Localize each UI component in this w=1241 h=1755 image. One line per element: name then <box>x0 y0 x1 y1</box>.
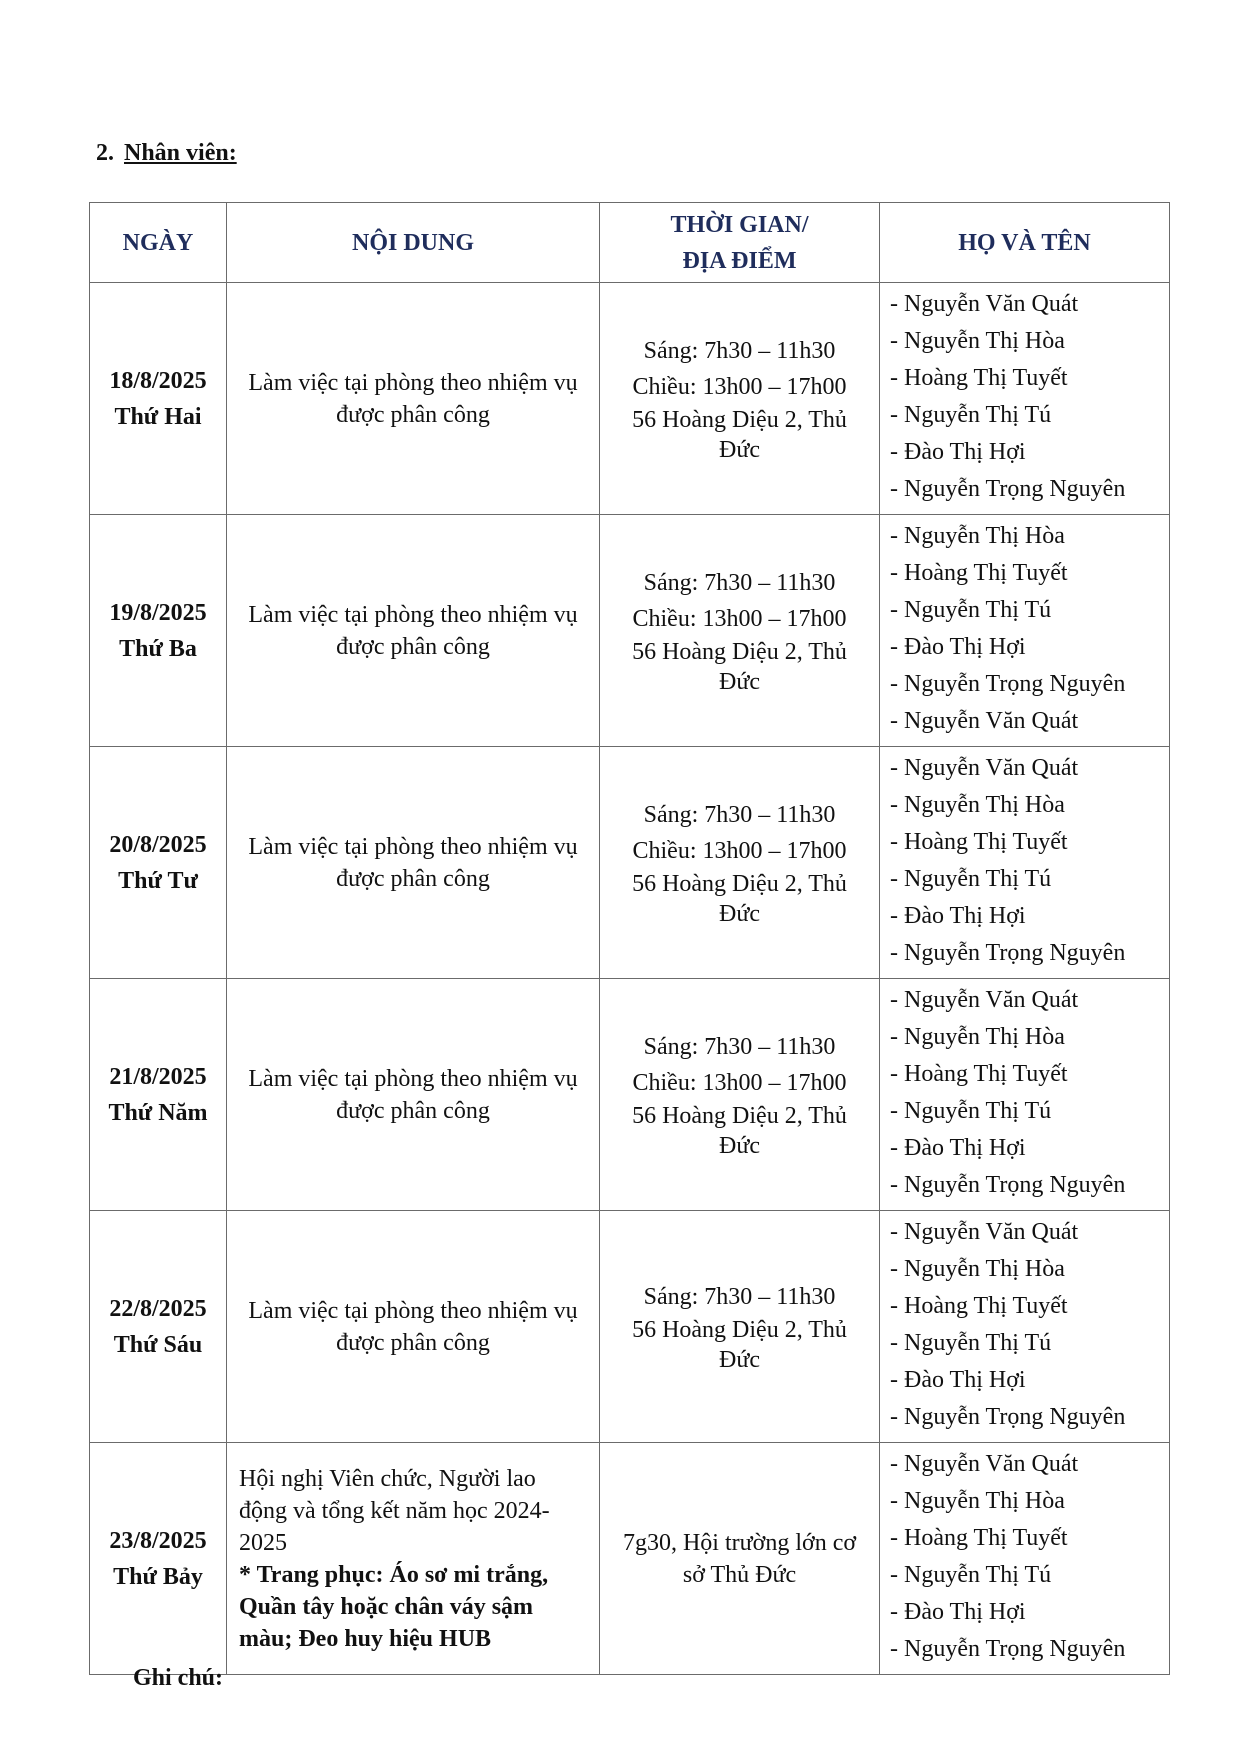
weekday: Thứ Hai <box>114 403 202 430</box>
morning-time: Sáng: 7h30 – 11h30 <box>643 1033 836 1060</box>
table-row <box>90 283 1170 515</box>
person-name: - Nguyễn Văn Quát <box>890 1451 1079 1477</box>
person-name: - Nguyễn Thị Tú <box>890 597 1052 623</box>
content-cell: Làm việc tại phòng theo nhiệm vụ được phân công <box>227 515 600 747</box>
morning-time: Sáng: 7h30 – 11h30 <box>643 569 836 596</box>
person-name: - Nguyễn Văn Quát <box>890 291 1079 317</box>
person-name: - Nguyễn Văn Quát <box>890 755 1079 781</box>
person-name: - Nguyễn Văn Quát <box>890 708 1079 734</box>
names-cell <box>880 1211 1170 1443</box>
person-name: - Hoàng Thị Tuyết <box>890 829 1068 855</box>
person-name: - Nguyễn Thị Tú <box>890 1098 1052 1124</box>
names-cell <box>880 1443 1170 1675</box>
morning-time: Sáng: 7h30 – 11h30 <box>643 337 836 364</box>
person-name: - Nguyễn Trọng Nguyên <box>890 940 1126 966</box>
person-name: - Nguyễn Thị Tú <box>890 1562 1052 1588</box>
person-name: - Hoàng Thị Tuyết <box>890 1293 1068 1319</box>
date: 19/8/2025 <box>109 599 207 626</box>
person-name: - Nguyễn Thị Hòa <box>890 792 1065 818</box>
header-place: ĐỊA ĐIỂM <box>682 247 797 274</box>
schedule-table <box>89 202 1170 1675</box>
note-label: Ghi chú: <box>133 1665 224 1691</box>
date-cell <box>90 979 227 1211</box>
header-time: THỜI GIAN/ <box>670 211 809 238</box>
date: 22/8/2025 <box>109 1295 207 1322</box>
date: 23/8/2025 <box>109 1527 207 1554</box>
person-name: - Đào Thị Hợi <box>890 1599 1026 1625</box>
time-place-cell <box>600 1211 880 1443</box>
table-row <box>90 1443 1170 1675</box>
content-cell <box>227 1443 600 1675</box>
time-place-cell <box>600 515 880 747</box>
person-name: - Hoàng Thị Tuyết <box>890 1525 1068 1551</box>
date-cell <box>90 515 227 747</box>
person-name: - Nguyễn Thị Tú <box>890 1330 1052 1356</box>
person-name: - Nguyễn Trọng Nguyên <box>890 671 1126 697</box>
date-cell <box>90 283 227 515</box>
weekday: Thứ Tư <box>118 867 198 894</box>
afternoon-time: Chiều: 13h00 – 17h00 <box>632 605 847 632</box>
place: 56 Hoàng Diệu 2, Thủ Đức <box>632 406 847 463</box>
time-place-cell <box>600 283 880 515</box>
date: 20/8/2025 <box>109 831 207 858</box>
date: 21/8/2025 <box>109 1063 207 1090</box>
names-cell <box>880 515 1170 747</box>
person-name: - Nguyễn Văn Quát <box>890 1219 1079 1245</box>
morning-time: Sáng: 7h30 – 11h30 <box>643 801 836 828</box>
person-name: - Hoàng Thị Tuyết <box>890 1061 1068 1087</box>
time-place: 7g30, Hội trường lớn cơ sở Thủ Đức <box>622 1529 857 1588</box>
place: 56 Hoàng Diệu 2, Thủ Đức <box>632 870 847 927</box>
table-row <box>90 747 1170 979</box>
content-cell: Làm việc tại phòng theo nhiệm vụ được phân công <box>227 1211 600 1443</box>
section-heading <box>96 140 237 167</box>
person-name: - Hoàng Thị Tuyết <box>890 560 1068 586</box>
header-time-place <box>600 203 880 283</box>
person-name: - Đào Thị Hợi <box>890 439 1026 465</box>
weekday: Thứ Ba <box>119 635 197 662</box>
table-row <box>90 1211 1170 1443</box>
person-name: - Nguyễn Trọng Nguyên <box>890 1636 1126 1662</box>
person-name: - Nguyễn Thị Hòa <box>890 1256 1065 1282</box>
afternoon-time: Chiều: 13h00 – 17h00 <box>632 1069 847 1096</box>
person-name: - Nguyễn Trọng Nguyên <box>890 1404 1126 1430</box>
dress-code: * Trang phục: Áo sơ mi trắng, Quần tây hoặc chân váy sậm màu; Đeo huy hiệu HUB <box>239 1561 549 1652</box>
date-cell <box>90 1211 227 1443</box>
content-cell: Làm việc tại phòng theo nhiệm vụ được phân công <box>227 979 600 1211</box>
person-name: - Nguyễn Thị Tú <box>890 402 1052 428</box>
names-cell <box>880 979 1170 1211</box>
person-name: - Nguyễn Thị Hòa <box>890 1488 1065 1514</box>
content-cell: Làm việc tại phòng theo nhiệm vụ được phân công <box>227 747 600 979</box>
weekday: Thứ Sáu <box>113 1331 203 1358</box>
header-content: NỘI DUNG <box>227 203 600 283</box>
person-name: - Đào Thị Hợi <box>890 1367 1026 1393</box>
person-name: - Đào Thị Hợi <box>890 634 1026 660</box>
time-place-cell <box>600 747 880 979</box>
person-name: - Đào Thị Hợi <box>890 1135 1026 1161</box>
names-cell <box>880 283 1170 515</box>
section-number: 2. <box>96 140 114 166</box>
person-name: - Nguyễn Thị Hòa <box>890 523 1065 549</box>
afternoon-time: Chiều: 13h00 – 17h00 <box>632 373 847 400</box>
person-name: - Nguyễn Trọng Nguyên <box>890 1172 1126 1198</box>
header-date: NGÀY <box>90 203 227 283</box>
names-cell <box>880 747 1170 979</box>
weekday: Thứ Năm <box>108 1099 208 1126</box>
place: 56 Hoàng Diệu 2, Thủ Đức <box>632 1102 847 1159</box>
section-title: Nhân viên: <box>124 140 237 166</box>
header-names: HỌ VÀ TÊN <box>880 203 1170 283</box>
header-row <box>90 203 1170 283</box>
time-place-cell <box>600 979 880 1211</box>
date-cell <box>90 747 227 979</box>
content-cell: Làm việc tại phòng theo nhiệm vụ được phân công <box>227 283 600 515</box>
person-name: - Nguyễn Văn Quát <box>890 987 1079 1013</box>
weekday: Thứ Bảy <box>113 1563 203 1590</box>
table-row <box>90 515 1170 747</box>
morning-time: Sáng: 7h30 – 11h30 <box>643 1283 836 1310</box>
person-name: - Nguyễn Thị Hòa <box>890 1024 1065 1050</box>
person-name: - Đào Thị Hợi <box>890 903 1026 929</box>
person-name: - Nguyễn Thị Hòa <box>890 328 1065 354</box>
person-name: - Hoàng Thị Tuyết <box>890 365 1068 391</box>
place: 56 Hoàng Diệu 2, Thủ Đức <box>632 638 847 695</box>
date-cell <box>90 1443 227 1675</box>
time-place-cell <box>600 1443 880 1675</box>
place: 56 Hoàng Diệu 2, Thủ Đức <box>632 1316 847 1373</box>
person-name: - Nguyễn Thị Tú <box>890 866 1052 892</box>
person-name: - Nguyễn Trọng Nguyên <box>890 476 1126 502</box>
date: 18/8/2025 <box>109 367 207 394</box>
afternoon-time: Chiều: 13h00 – 17h00 <box>632 837 847 864</box>
table-row <box>90 979 1170 1211</box>
event-description: Hội nghị Viên chức, Người lao động và tổng kết năm học 2024-2025 <box>239 1465 550 1556</box>
